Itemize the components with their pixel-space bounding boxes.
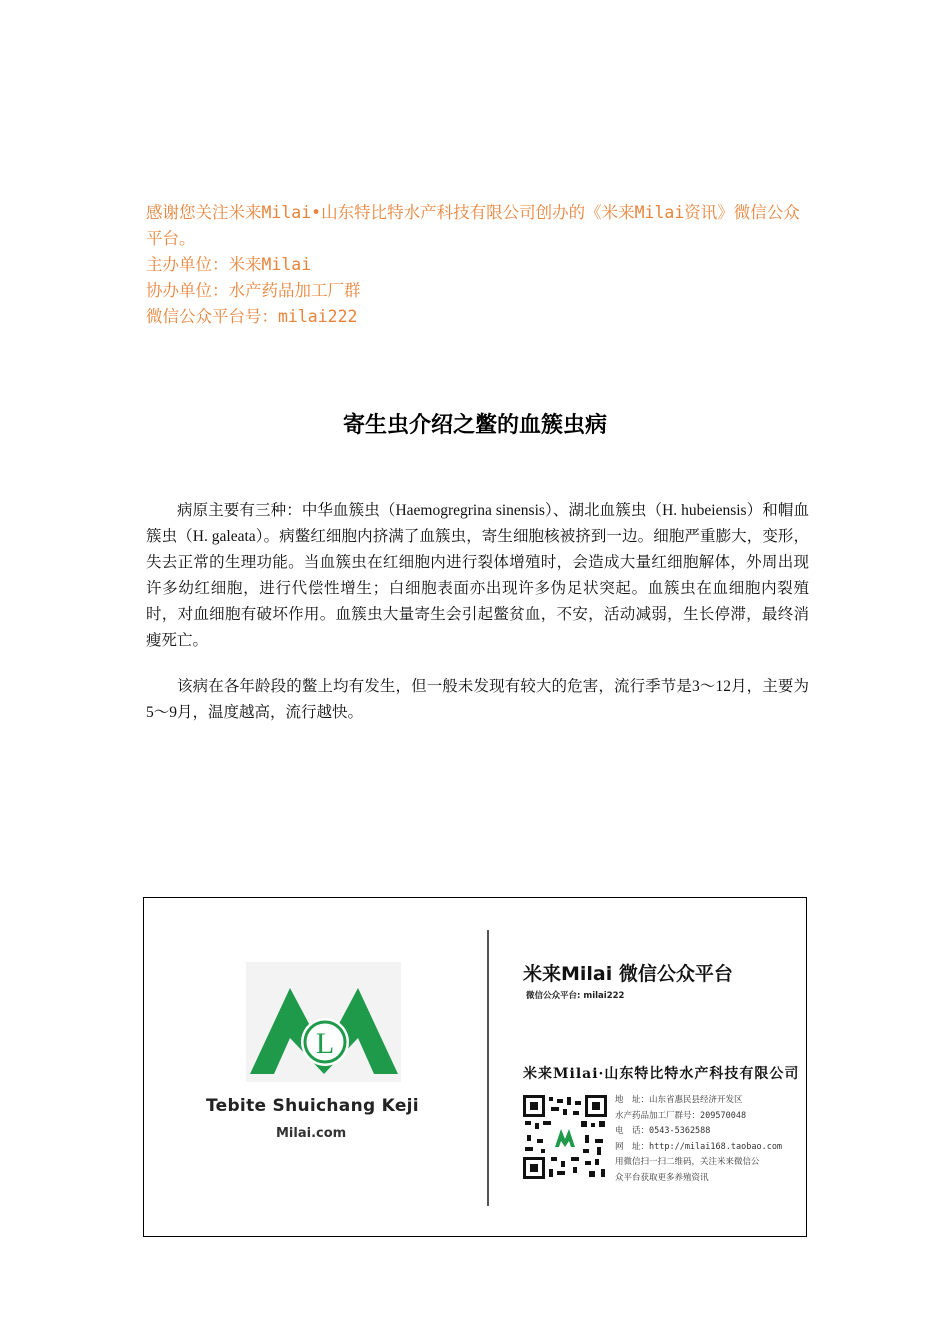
account-text: 微信公众平台号：milai222 [146,307,358,326]
business-card [143,897,807,1237]
milai-logo-mark [246,962,401,1082]
co-host-text: 协办单位：水产药品加工厂群 [146,281,361,300]
intro-block [146,200,816,330]
card-divider [487,930,489,1206]
contact-scan-note: 众平台获取更多养殖资讯 [615,1172,709,1183]
milai-logo [246,962,401,1082]
thanks-text: 感谢您关注米来Milai•山东特比特水产科技有限公司创办的《米来Milai资讯》微信公众平台。 [146,203,800,248]
contact-qq-group: 水产药品加工厂群号：209570048 [615,1110,747,1121]
contact-phone: 电 话：0543-5362588 [615,1126,711,1136]
contact-info [615,1093,782,1186]
article-paragraph: 该病在各年龄段的鳖上均有发生，但一般未发现有较大的危害，流行季节是3～12月，主要为5～9月，温度越高，流行越快。 [146,678,809,721]
host-text: 主办单位：米来Milai [146,255,312,274]
logo-letter: L [315,1027,335,1060]
contact-website: 网 址：http://milai168.taobao.com [615,1141,783,1152]
qr-code [523,1095,607,1179]
platform-title: 米来Milai 微信公众平台 [523,963,733,985]
contact-scan-note: 用微信扫一扫二维码，关注米来微信公 [615,1157,760,1167]
platform-id: 微信公众平台: milai222 [526,991,625,1001]
company-name: 米来Milai·山东特比特水产科技有限公司 [523,1066,800,1082]
brand-name: Tebite Shuichang Keji [206,1096,419,1116]
article-paragraph: 病原主要有三种：中华血簇虫（Haemogregrina sinensis）、湖北血簇虫（H. hubeiensis）和帽血簇虫（H. galeata）。病鳖红细胞内挤满了血簇虫，寄生细胞核被挤到一边。细胞严重膨大，变形，失去正常的生理功能。当血簇虫在红细胞内进行裂体增殖时，会造成大量红细胞解体，外周出现许多幼红细胞，进行代偿性增生；白细胞表面亦出现许多伪足状突起。血簇虫在血细胞内裂殖时，对血细胞有破坏作用。血簇虫大量寄生会引起鳖贫血，不安，活动减弱，生长停滞，最终消瘦死亡。 [146,502,809,649]
brand-url: Milai.com [276,1126,347,1141]
article-title: 寄生虫介绍之鳖的血簇虫病 [342,413,607,438]
contact-address: 地 址：山东省惠民县经济开发区 [615,1095,743,1105]
